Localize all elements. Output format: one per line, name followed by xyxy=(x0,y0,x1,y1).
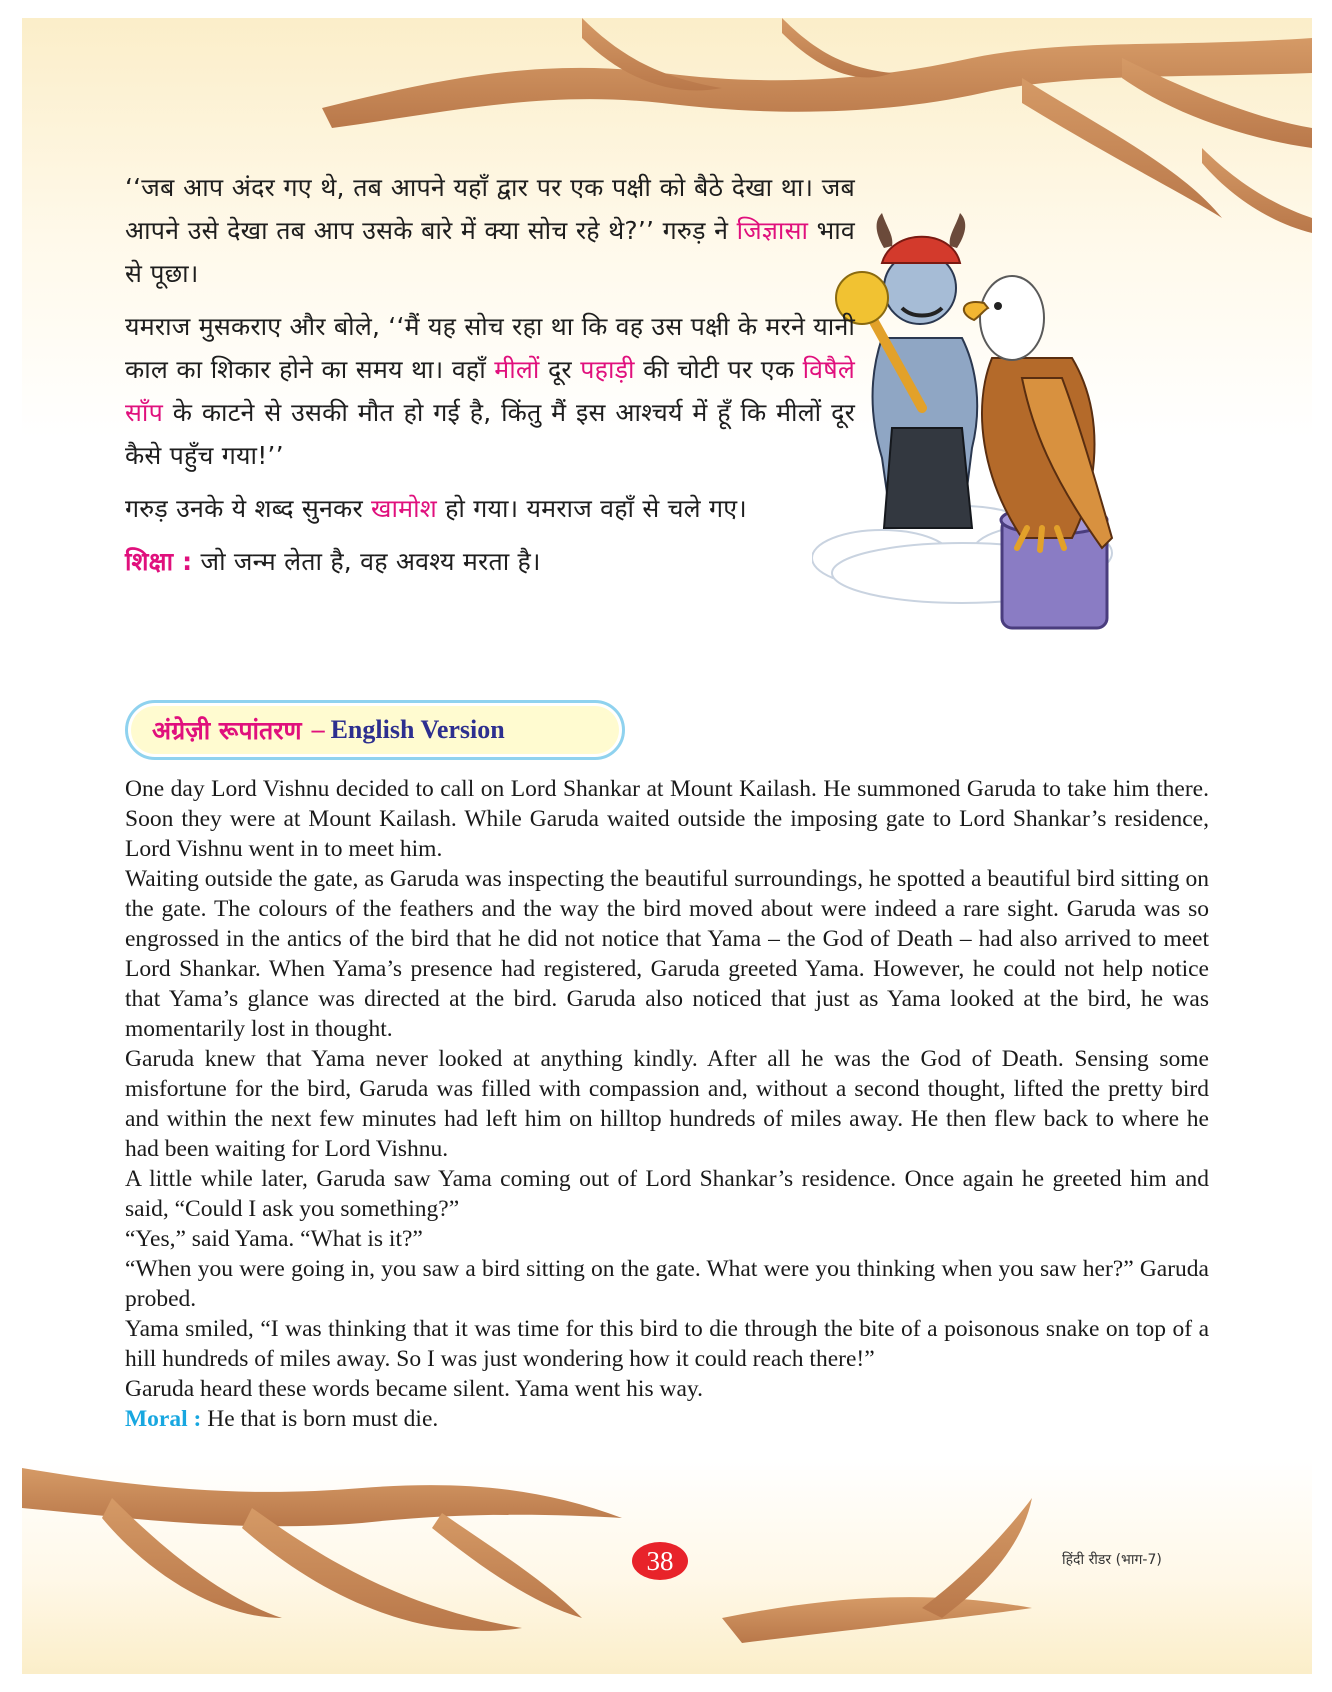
english-paragraph: “Yes,” said Yama. “What is it?” xyxy=(125,1226,423,1252)
highlight-word: खामोश xyxy=(371,494,437,523)
hindi-text: ‘‘जब आप अंदर गए थे, तब आपने यहाँ द्वार पर एक पक्षी को बैठे देखा था। जब आपने उसे देखा तब आप उसके बारे में क्या सोच रहे थे?’’ गरुड़ ने xyxy=(125,173,855,245)
english-story xyxy=(125,774,1209,1434)
highlight-word: पहाड़ी xyxy=(580,355,635,384)
hindi-text: दूर xyxy=(539,355,581,384)
english-version-badge xyxy=(125,700,625,760)
badge-hindi-label: अंग्रेज़ी रूपांतरण xyxy=(152,716,302,745)
highlight-word: जिज्ञासा xyxy=(736,216,809,245)
hindi-text: के काटने से उसकी मौत हो गई है, किंतु मैं इस आश्चर्य में हूँ कि मीलों दूर कैसे पहुँच गया!’’ xyxy=(125,398,855,470)
highlight-word: विषैले साँप xyxy=(125,355,856,427)
hindi-paragraph-1 xyxy=(125,166,855,295)
english-paragraph: Yama smiled, “I was thinking that it was time for this bird to die through the bite of a poisonous snake on top of a hill hundreds of miles away. So I was just wondering how it could reach there!” xyxy=(125,1316,1209,1372)
highlight-word: मीलों xyxy=(494,355,540,384)
moral-label: Moral : xyxy=(125,1406,202,1432)
english-paragraph: Garuda heard these words became silent. Yama went his way. xyxy=(125,1376,703,1402)
hindi-story xyxy=(125,166,855,593)
english-paragraph: Garuda knew that Yama never looked at anything kindly. After all he was the God of Death. Sensing some misfortune for the bird, Garuda was filled with compassion and, without a second thought, lifted the pretty bird and within the next few minutes had left him on hilltop hundreds of miles away. He then flew back to where he had been waiting for Lord Vishnu. xyxy=(125,1046,1209,1162)
hindi-paragraph-3 xyxy=(125,487,765,530)
hindi-text: हो गया। यमराज वहाँ से चले गए। xyxy=(436,494,747,523)
moral-text: He that is born must die. xyxy=(201,1406,439,1432)
moral-label: शिक्षा : xyxy=(125,547,193,576)
hindi-text: भाव से पूछा। xyxy=(125,216,856,288)
moral-text: जो जन्म लेता है, वह अवश्य मरता है। xyxy=(192,547,541,576)
hindi-text: यमराज मुसकराए और बोले, ‘‘मैं यह सोच रहा था कि वह उस पक्षी के मरने यानी काल का शिकार होने का समय था। वहाँ xyxy=(125,312,855,384)
hindi-moral xyxy=(125,540,855,583)
hindi-text: की चोटी पर एक xyxy=(634,355,803,384)
yama-garuda-illustration xyxy=(812,208,1132,638)
book-page xyxy=(22,18,1312,1674)
book-title: हिंदी रीडर (भाग-7) xyxy=(1062,1552,1162,1568)
badge-dash: – xyxy=(311,715,325,744)
hindi-text: गरुड़ उनके ये शब्द सुनकर xyxy=(125,494,372,523)
english-moral xyxy=(125,1404,1209,1434)
english-paragraph: “When you were going in, you saw a bird sitting on the gate. What were you thinking when you saw her?” Garuda probed. xyxy=(125,1256,1209,1312)
page-number: 38 xyxy=(632,1542,688,1580)
hindi-paragraph-2 xyxy=(125,305,855,477)
english-paragraph: A little while later, Garuda saw Yama coming out of Lord Shankar’s residence. Once again he greeted him and said, “Could I ask you something?” xyxy=(125,1166,1209,1222)
english-paragraph: Waiting outside the gate, as Garuda was inspecting the beautiful surroundings, he spotted a beautiful bird sitting on the gate. The colours of the feathers and the way the bird moved about were indeed a rare sight. Garuda was so engrossed in the antics of the bird that he did not notice that Yama – the God of Death – had also arrived to meet Lord Shankar. When Yama’s presence had registered, Garuda greeted Yama. However, he could not help notice that Yama’s glance was directed at the bird. Garuda also noticed that just as Yama looked at the bird, he was momentarily lost in thought. xyxy=(125,866,1209,1042)
english-paragraph: One day Lord Vishnu decided to call on Lord Shankar at Mount Kailash. He summoned Garuda to take him there. Soon they were at Mount Kailash. While Garuda waited outside the imposing gate to Lord Shankar’s residence, Lord Vishnu went in to meet him. xyxy=(125,776,1209,862)
badge-english-label: English Version xyxy=(330,715,505,744)
